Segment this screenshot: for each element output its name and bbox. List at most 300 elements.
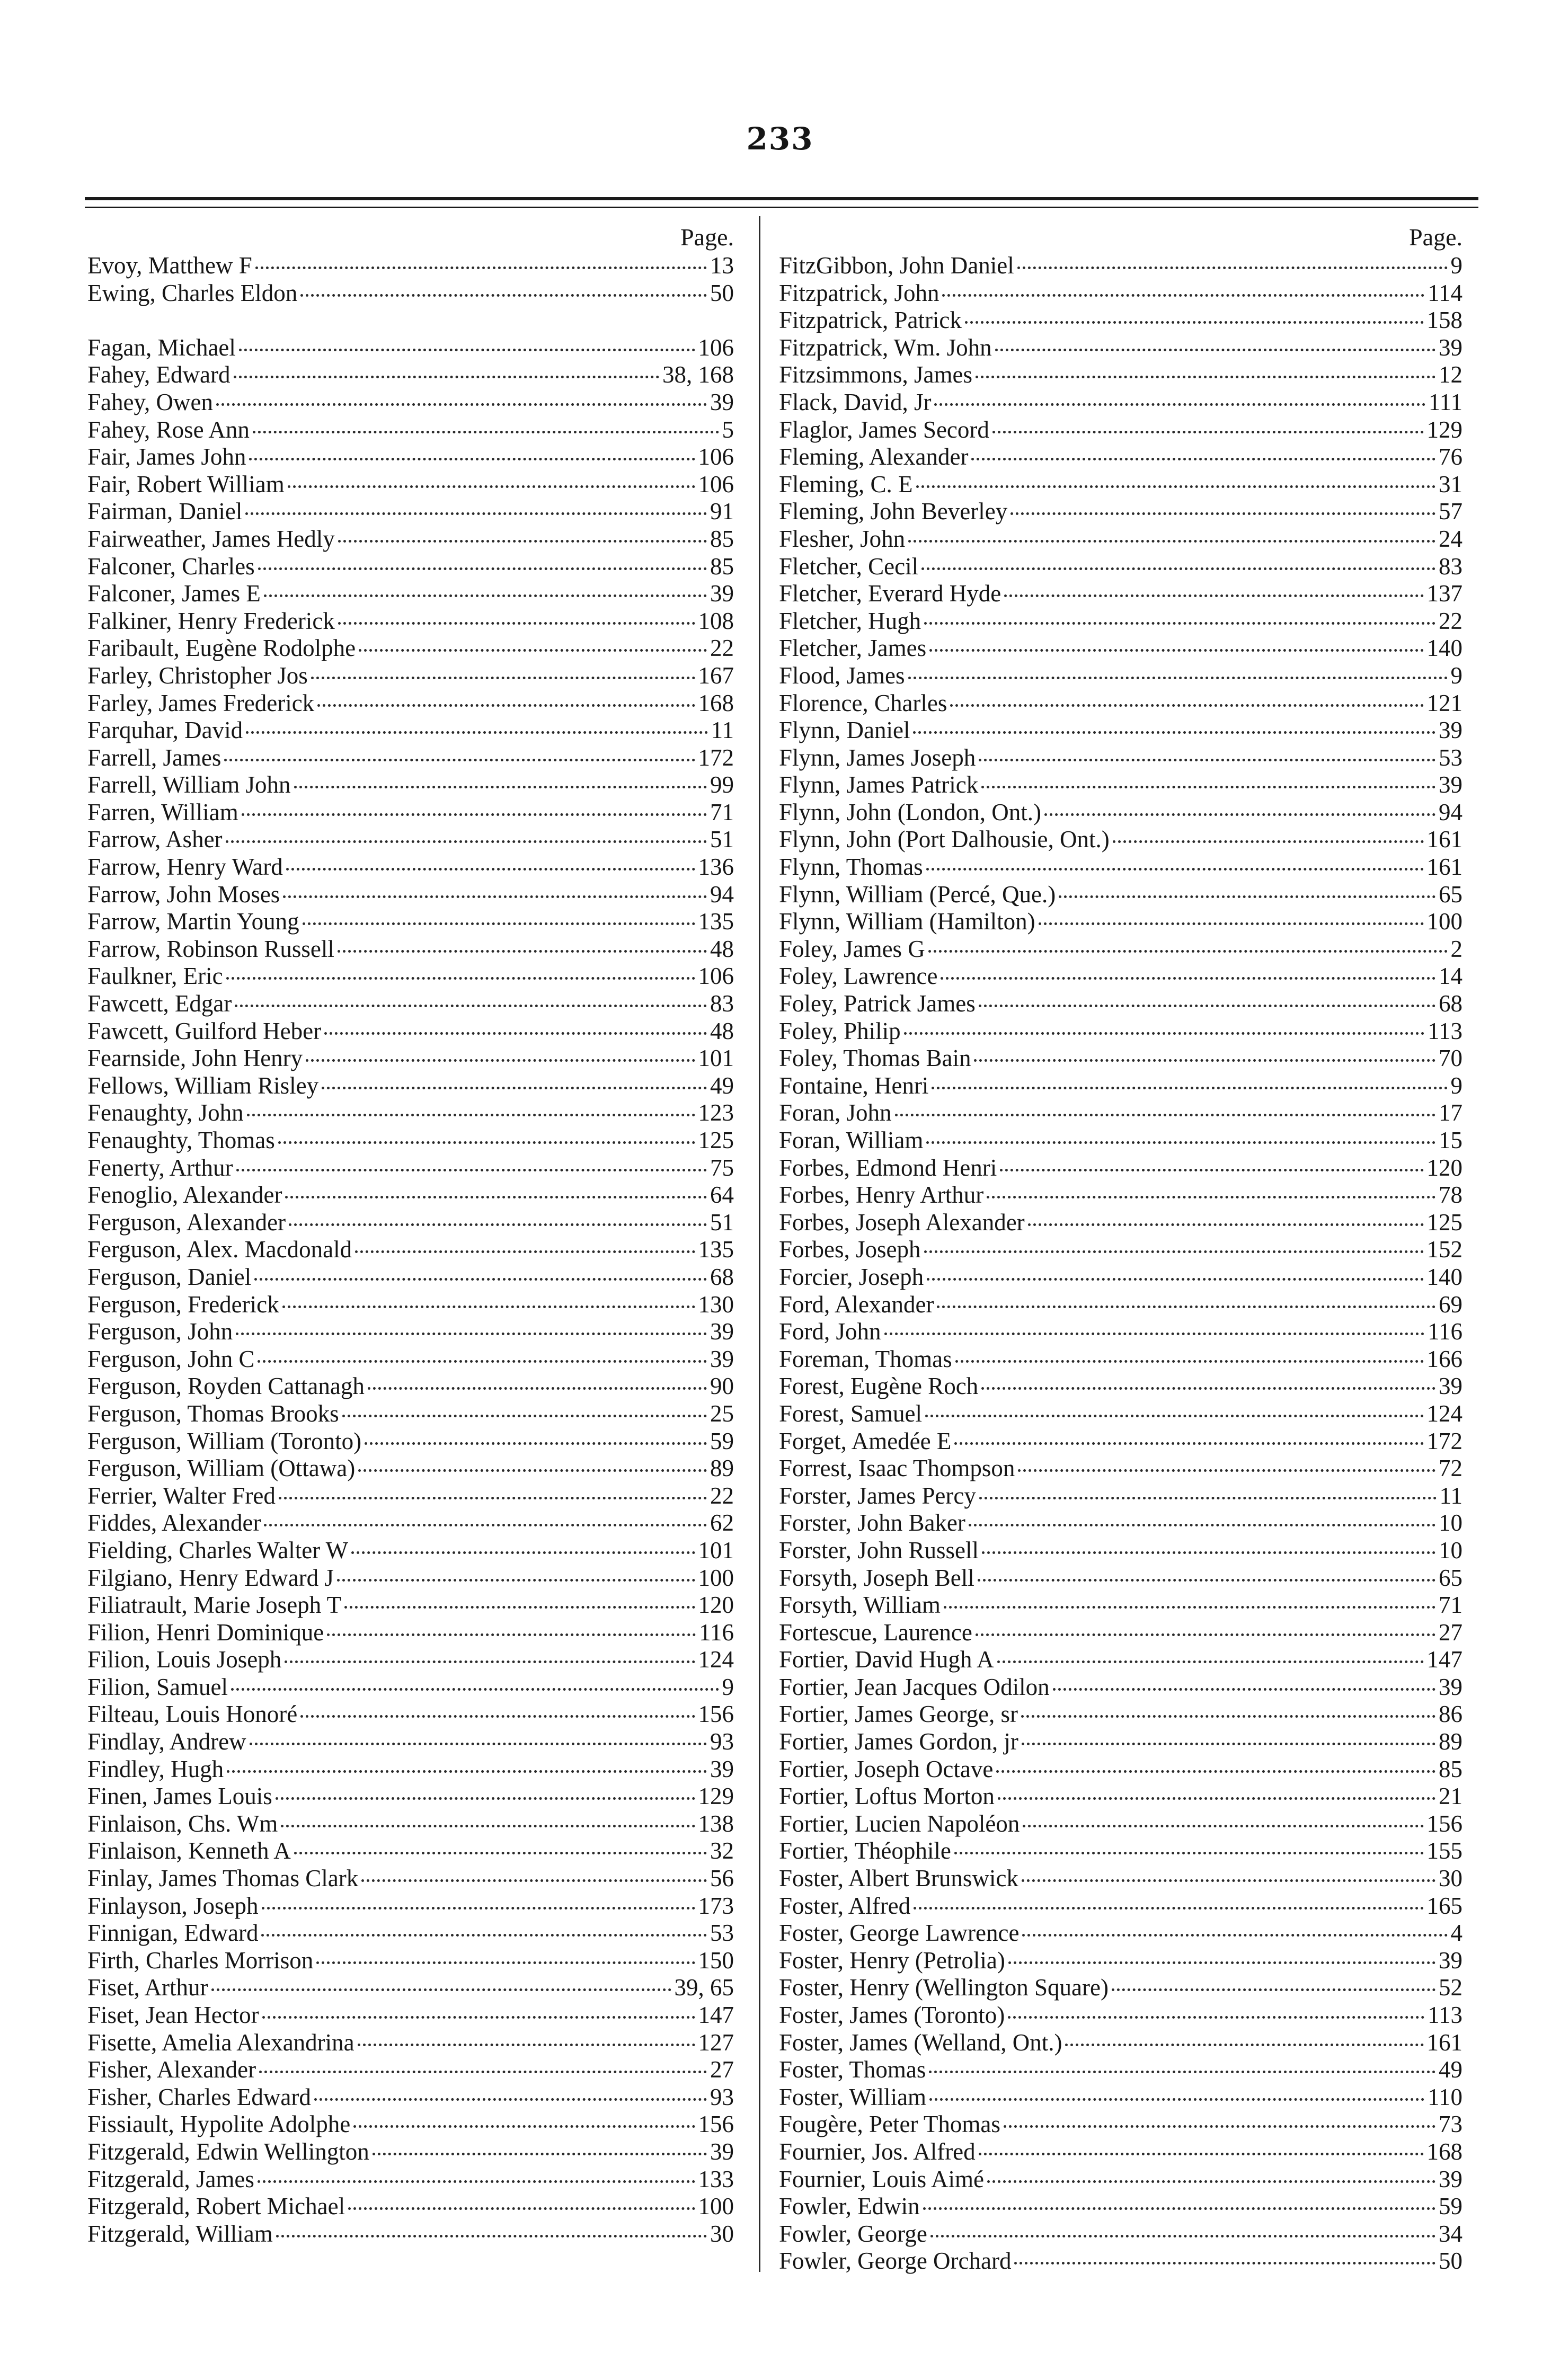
index-entry <box>87 771 734 799</box>
index-entry <box>87 1182 734 1209</box>
entry-page: 124 <box>1426 1400 1462 1427</box>
entry-name: Fahey, Owen <box>87 388 214 415</box>
entry-name: Ewing, Charles Eldon <box>87 279 298 306</box>
entry-name: Ferguson, Royden Cattanagh <box>87 1373 365 1400</box>
entry-name: Fortier, Lucien Napoléon <box>779 1810 1020 1837</box>
entry-name: Farrell, James <box>87 744 221 771</box>
dot-leader <box>1113 840 1424 843</box>
entry-name: Foster, Henry (Wellington Square) <box>779 1974 1109 2001</box>
index-entry <box>87 936 734 963</box>
entry-name: Forest, Samuel <box>779 1400 922 1427</box>
entry-page: 50 <box>710 279 734 306</box>
dot-leader <box>247 1114 695 1116</box>
entry-name: Filteau, Louis Honoré <box>87 1701 298 1728</box>
entry-name: Fortier, James Gordon, jr <box>779 1728 1018 1755</box>
index-entry <box>87 2084 734 2111</box>
dot-leader <box>234 376 660 378</box>
entry-page: 168 <box>1426 2138 1462 2165</box>
entry-page: 69 <box>1439 1291 1462 1318</box>
index-entry <box>87 1127 734 1155</box>
entry-name: Foster, Thomas <box>779 2056 926 2083</box>
entry-name: Fiddes, Alexander <box>87 1509 261 1537</box>
dot-leader <box>211 1988 671 1991</box>
entry-page: 113 <box>1428 1017 1462 1044</box>
entry-page: 62 <box>710 1509 734 1537</box>
index-entry <box>87 580 734 608</box>
index-entry <box>87 252 734 280</box>
entry-page: 68 <box>1439 990 1462 1017</box>
index-entry <box>779 1947 1462 1975</box>
dot-leader <box>239 349 695 351</box>
index-entry <box>779 990 1462 1018</box>
entry-name: Ford, John <box>779 1318 881 1345</box>
entry-name: Forsyth, Joseph Bell <box>779 1564 974 1591</box>
entry-name: Filiatrault, Marie Joseph T <box>87 1592 342 1619</box>
entry-name: Flesher, John <box>779 525 906 552</box>
entry-page: 48 <box>710 935 734 962</box>
index-entry <box>87 1810 734 1838</box>
entry-name: Fahey, Rose Ann <box>87 416 250 443</box>
entry-name: Ford, Alexander <box>779 1291 934 1318</box>
entry-page: 68 <box>710 1263 734 1290</box>
dot-leader <box>913 731 1435 734</box>
entry-page: 52 <box>1439 1974 1462 2001</box>
entry-page: 9 <box>1450 1072 1462 1099</box>
entry-page: 150 <box>698 1947 734 1974</box>
entry-page: 65 <box>1439 881 1462 908</box>
entry-name: Ferguson, Frederick <box>87 1291 279 1318</box>
dot-leader <box>1059 895 1435 898</box>
dot-leader <box>1000 1169 1423 1171</box>
entry-name: Falconer, Charles <box>87 553 255 580</box>
dot-leader <box>1008 1961 1435 1964</box>
entry-page: 31 <box>1439 470 1462 498</box>
index-entry <box>779 1974 1462 2002</box>
index-entry <box>779 717 1462 744</box>
dot-leader <box>261 1934 707 1937</box>
entry-name: Fiset, Arthur <box>87 1974 208 2001</box>
dot-leader <box>921 567 1435 570</box>
index-entry <box>779 908 1462 936</box>
index-entry <box>87 1455 734 1482</box>
dot-leader <box>895 1114 1436 1116</box>
entry-page: 101 <box>698 1537 734 1564</box>
dot-leader <box>337 1579 695 1582</box>
entry-name: Forrest, Isaac Thompson <box>779 1455 1015 1482</box>
entry-page: 161 <box>1426 854 1462 881</box>
dot-leader <box>929 2098 1424 2101</box>
entry-name: Ferguson, William (Toronto) <box>87 1427 362 1454</box>
entry-name: Flynn, James Patrick <box>779 771 979 798</box>
right-group-f <box>779 252 1462 2275</box>
dot-leader <box>992 431 1424 433</box>
dot-leader <box>937 1306 1435 1308</box>
group-spacer <box>87 307 734 334</box>
dot-leader <box>286 868 695 871</box>
right-column <box>779 223 1462 2275</box>
dot-leader <box>1028 1223 1424 1226</box>
entry-page: 172 <box>1426 1427 1462 1454</box>
dot-leader <box>979 759 1435 761</box>
dot-leader <box>1112 1988 1435 1991</box>
dot-leader <box>995 349 1435 351</box>
entry-page: 25 <box>710 1400 734 1427</box>
index-entry <box>779 1728 1462 1756</box>
entry-page: 9 <box>722 1673 734 1700</box>
entry-page: 121 <box>1426 689 1462 716</box>
entry-page: 106 <box>698 470 734 498</box>
entry-page: 100 <box>698 2193 734 2220</box>
dot-leader <box>979 2153 1424 2155</box>
dot-leader <box>314 2098 707 2101</box>
entry-page: 167 <box>698 662 734 689</box>
entry-page: 135 <box>698 1236 734 1263</box>
left-group-f <box>87 334 734 2248</box>
left-column-header: Page. <box>680 224 734 251</box>
entry-page: 94 <box>1439 798 1462 825</box>
entry-page: 100 <box>1426 908 1462 935</box>
entry-name: Flynn, James Joseph <box>779 744 976 771</box>
index-entry <box>779 1893 1462 1920</box>
entry-page: 75 <box>710 1154 734 1181</box>
dot-leader <box>316 1961 695 1964</box>
entry-name: Fortescue, Laurence <box>779 1619 972 1646</box>
dot-leader <box>1023 1825 1423 1827</box>
dot-leader <box>976 1633 1435 1636</box>
dot-leader <box>278 1141 695 1144</box>
index-entry <box>779 881 1462 909</box>
entry-name: Ferguson, William (Ottawa) <box>87 1455 356 1482</box>
dot-leader <box>368 1387 707 1390</box>
index-entry <box>779 1455 1462 1482</box>
index-entry <box>779 771 1462 799</box>
entry-page: 27 <box>1439 1619 1462 1646</box>
entry-name: Flynn, Thomas <box>779 854 923 881</box>
index-entry <box>87 416 734 444</box>
entry-name: Flynn, Daniel <box>779 717 910 744</box>
entry-page: 5 <box>722 416 734 443</box>
entry-page: 14 <box>1439 963 1462 990</box>
entry-name: Fisher, Charles Edward <box>87 2083 311 2110</box>
dot-leader <box>258 567 707 570</box>
entry-name: Evoy, Matthew F <box>87 252 252 279</box>
entry-page: 39 <box>1439 717 1462 744</box>
entry-page: 83 <box>710 990 734 1017</box>
entry-page: 152 <box>1426 1236 1462 1263</box>
index-entry <box>779 2166 1462 2193</box>
entry-name: Fisette, Amelia Alexandrina <box>87 2029 354 2056</box>
entry-page: 156 <box>698 2111 734 2138</box>
index-entry <box>779 1509 1462 1537</box>
index-entry <box>779 443 1462 471</box>
dot-leader <box>1021 1715 1435 1718</box>
index-entry <box>779 1182 1462 1209</box>
left-group-e <box>87 252 734 307</box>
index-entry <box>87 2193 734 2221</box>
dot-leader <box>950 704 1423 707</box>
dot-leader <box>1011 512 1435 515</box>
entry-name: Ferguson, Alex. Macdonald <box>87 1236 352 1263</box>
dot-leader <box>942 294 1424 297</box>
entry-page: 100 <box>698 1564 734 1591</box>
entry-name: Fenoglio, Alexander <box>87 1182 282 1209</box>
dot-leader <box>322 1087 707 1089</box>
dot-leader <box>342 1415 707 1417</box>
index-entry <box>87 1920 734 1947</box>
entry-name: Fitzgerald, James <box>87 2165 254 2192</box>
index-entry <box>779 1428 1462 1455</box>
dot-leader <box>1039 922 1424 925</box>
dot-leader <box>982 1551 1435 1554</box>
index-entry <box>87 1592 734 1619</box>
index-entry <box>779 252 1462 280</box>
index-entry <box>87 1099 734 1127</box>
entry-page: 129 <box>1426 416 1462 443</box>
index-entry <box>87 1428 734 1455</box>
entry-name: Fontaine, Henri <box>779 1072 929 1099</box>
entry-name: Foran, John <box>779 1099 892 1126</box>
index-entry <box>779 936 1462 963</box>
entry-name: Fawcett, Guilford Heber <box>87 1017 322 1044</box>
dot-leader <box>971 458 1435 460</box>
index-entry <box>779 2221 1462 2248</box>
dot-leader <box>981 1387 1435 1390</box>
dot-leader <box>283 895 707 898</box>
entry-name: Fissiault, Hypolite Adolphe <box>87 2111 351 2138</box>
dot-leader <box>253 431 719 433</box>
dot-leader <box>929 649 1423 652</box>
index-entry <box>87 1756 734 1783</box>
dot-leader <box>929 2071 1435 2073</box>
entry-name: Fitzgerald, Robert Michael <box>87 2193 345 2220</box>
entry-page: 101 <box>698 1045 734 1072</box>
dot-leader <box>245 512 707 515</box>
index-entry <box>779 1045 1462 1072</box>
dot-leader <box>324 1032 707 1035</box>
entry-name: Farren, William <box>87 798 238 825</box>
entry-name: Fortier, Loftus Morton <box>779 1783 995 1810</box>
entry-page: 17 <box>1439 1099 1462 1126</box>
entry-name: Farrow, Henry Ward <box>87 854 283 881</box>
dot-leader <box>908 540 1435 543</box>
index-entry <box>87 1236 734 1264</box>
entry-name: Fairman, Daniel <box>87 498 243 525</box>
dot-leader <box>954 1852 1424 1854</box>
dot-leader <box>282 1306 695 1308</box>
index-entry <box>779 2248 1462 2275</box>
entry-page: 39 <box>1439 1673 1462 1700</box>
index-entry <box>87 1893 734 1920</box>
dot-leader <box>954 1442 1423 1445</box>
entry-page: 39 <box>1439 334 1462 361</box>
entry-page: 9 <box>1450 662 1462 689</box>
dot-leader <box>276 2235 707 2237</box>
dot-leader <box>934 403 1425 406</box>
dot-leader <box>355 1250 695 1253</box>
entry-name: Foster, James (Welland, Ont.) <box>779 2029 1062 2056</box>
dot-leader <box>941 977 1435 980</box>
index-entry <box>87 1018 734 1045</box>
dot-leader <box>255 267 707 269</box>
index-entry <box>779 963 1462 990</box>
dot-leader <box>259 2071 707 2073</box>
entry-name: Foley, Lawrence <box>779 963 938 990</box>
entry-name: Firth, Charles Morrison <box>87 1947 314 1974</box>
index-entry <box>87 471 734 499</box>
entry-page: 106 <box>698 443 734 470</box>
dot-leader <box>361 1879 707 1882</box>
index-entry <box>779 1072 1462 1100</box>
entry-name: Fletcher, Everard Hyde <box>779 580 1001 607</box>
index-entry <box>87 1509 734 1537</box>
index-entry <box>87 526 734 553</box>
entry-page: 156 <box>1426 1810 1462 1837</box>
entry-name: Flack, David, Jr <box>779 388 932 415</box>
index-entry <box>87 2221 734 2248</box>
index-entry <box>779 1209 1462 1237</box>
index-entry <box>87 2029 734 2057</box>
entry-page: 85 <box>710 525 734 552</box>
dot-leader <box>1018 1469 1435 1472</box>
page-number: 233 <box>746 121 814 157</box>
index-entry <box>779 526 1462 553</box>
index-entry <box>779 2138 1462 2166</box>
dot-leader <box>246 731 708 734</box>
entry-page: 53 <box>710 1920 734 1947</box>
entry-page: 99 <box>710 771 734 798</box>
index-entry <box>779 1920 1462 1947</box>
entry-page: 168 <box>698 689 734 716</box>
index-entry <box>779 334 1462 362</box>
entry-name: Flynn, William (Hamilton) <box>779 908 1035 935</box>
index-entry <box>779 1701 1462 1728</box>
index-entry <box>779 1646 1462 1674</box>
entry-page: 39 <box>710 580 734 607</box>
entry-name: Fenaughty, John <box>87 1099 244 1126</box>
entry-page: 51 <box>710 1209 734 1236</box>
entry-page: 38, 168 <box>662 361 734 388</box>
dot-leader <box>231 1688 719 1691</box>
index-entry <box>87 1674 734 1701</box>
index-entry <box>87 2056 734 2084</box>
entry-name: Farley, Christopher Jos <box>87 662 308 689</box>
entry-page: 90 <box>710 1373 734 1400</box>
entry-page: 39 <box>1439 1373 1462 1400</box>
dot-leader <box>226 977 695 980</box>
dot-leader <box>285 1660 695 1663</box>
dot-leader <box>1065 2044 1423 2046</box>
entry-name: Flynn, William (Percé, Que.) <box>779 881 1056 908</box>
entry-name: Forcier, Joseph <box>779 1263 924 1290</box>
entry-name: Foley, Thomas Bain <box>779 1045 971 1072</box>
dot-leader <box>226 840 707 843</box>
index-entry <box>87 1482 734 1510</box>
entry-name: Forster, John Russell <box>779 1537 979 1564</box>
index-entry <box>87 1318 734 1346</box>
entry-name: Fairweather, James Hedly <box>87 525 335 552</box>
dot-leader <box>1044 813 1435 816</box>
dot-leader <box>904 1032 1425 1035</box>
entry-page: 39, 65 <box>674 1974 734 2001</box>
entry-page: 12 <box>1439 361 1462 388</box>
entry-page: 57 <box>1439 498 1462 525</box>
entry-page: 129 <box>698 1783 734 1810</box>
dot-leader <box>976 376 1435 378</box>
entry-name: Fournier, Jos. Alfred <box>779 2138 976 2165</box>
index-entry <box>779 826 1462 854</box>
entry-page: 166 <box>1426 1345 1462 1372</box>
index-entry <box>779 1865 1462 1893</box>
entry-page: 51 <box>710 826 734 853</box>
entry-name: Fitzgerald, William <box>87 2220 273 2247</box>
entry-name: Farrell, William John <box>87 771 291 798</box>
entry-name: Fellows, William Risley <box>87 1072 319 1099</box>
index-entry <box>779 307 1462 334</box>
entry-page: 10 <box>1439 1537 1462 1564</box>
index-entry <box>87 1865 734 1893</box>
index-entry <box>87 2111 734 2138</box>
entry-page: 106 <box>698 963 734 990</box>
dot-leader <box>327 1633 696 1636</box>
entry-page: 127 <box>698 2029 734 2056</box>
dot-leader <box>317 704 695 707</box>
dot-leader <box>925 1415 1424 1417</box>
index-entry <box>779 2029 1462 2057</box>
entry-page: 49 <box>710 1072 734 1099</box>
dot-leader <box>300 1715 695 1718</box>
dot-leader <box>1022 1879 1435 1882</box>
index-entry <box>779 635 1462 662</box>
entry-name: Foley, James G <box>779 935 925 962</box>
index-entry <box>87 1264 734 1291</box>
dot-leader <box>338 540 707 543</box>
entry-name: Finlayson, Joseph <box>87 1892 259 1919</box>
entry-page: 137 <box>1426 580 1462 607</box>
entry-name: Flaglor, James Secord <box>779 416 989 443</box>
dot-leader <box>974 1059 1435 1062</box>
entry-page: 70 <box>1439 1045 1462 1072</box>
entry-page: 72 <box>1439 1455 1462 1482</box>
entry-name: Faribault, Eugène Rodolphe <box>87 635 356 662</box>
dot-leader <box>923 2207 1435 2210</box>
entry-name: Fielding, Charles Walter W <box>87 1537 349 1564</box>
entry-page: 172 <box>698 744 734 771</box>
entry-page: 27 <box>710 2056 734 2083</box>
entry-page: 111 <box>1428 388 1462 415</box>
entry-name: Finen, James Louis <box>87 1783 272 1810</box>
index-entry <box>779 1537 1462 1565</box>
entry-name: Fougère, Peter Thomas <box>779 2111 1000 2138</box>
entry-page: 50 <box>1439 2248 1462 2275</box>
entry-page: 113 <box>1428 2002 1462 2028</box>
entry-page: 93 <box>710 1728 734 1755</box>
entry-name: Fortier, Jean Jacques Odilon <box>779 1673 1050 1700</box>
entry-page: 39 <box>710 2138 734 2165</box>
index-entry <box>87 1619 734 1647</box>
entry-page: 136 <box>698 854 734 881</box>
dot-leader <box>285 1196 707 1198</box>
entry-page: 155 <box>1426 1837 1462 1864</box>
dot-leader <box>236 1333 707 1335</box>
entry-page: 76 <box>1439 443 1462 470</box>
index-entry <box>87 1728 734 1756</box>
entry-page: 22 <box>710 635 734 662</box>
dot-leader <box>303 922 695 925</box>
entry-name: Florence, Charles <box>779 689 947 716</box>
entry-page: 94 <box>710 881 734 908</box>
entry-page: 89 <box>710 1455 734 1482</box>
entry-page: 71 <box>1439 1592 1462 1619</box>
